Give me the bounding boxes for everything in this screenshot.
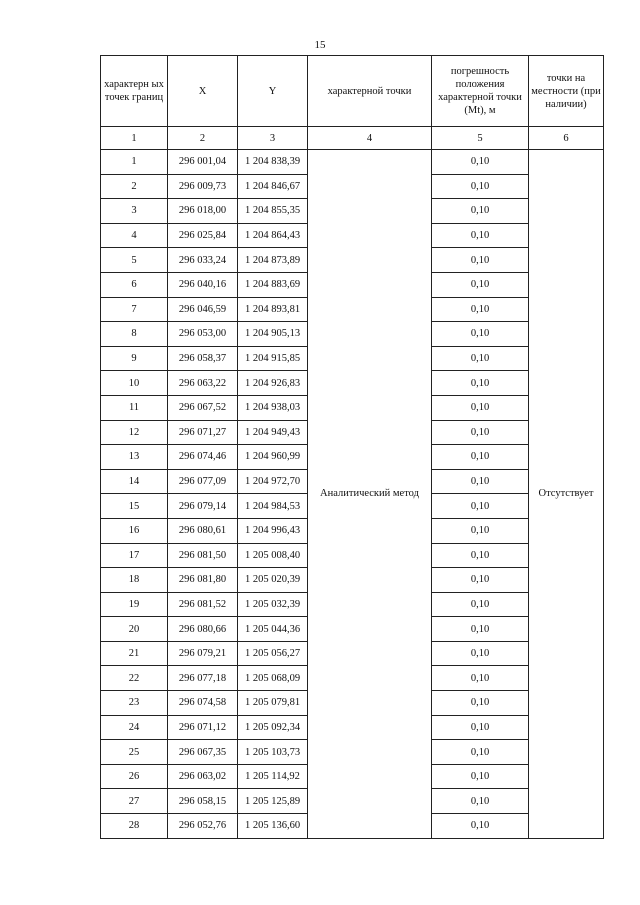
accuracy-cell: 0,10: [432, 814, 529, 839]
accuracy-cell: 0,10: [432, 371, 529, 396]
x-coordinate-cell: 296 040,16: [168, 272, 238, 297]
x-coordinate-cell: 296 080,66: [168, 617, 238, 642]
point-number-cell: 19: [101, 592, 168, 617]
x-coordinate-cell: 296 081,50: [168, 543, 238, 568]
y-coordinate-cell: 1 205 020,39: [238, 568, 308, 593]
header-x: X: [168, 56, 238, 127]
point-number-cell: 27: [101, 789, 168, 814]
x-coordinate-cell: 296 077,09: [168, 469, 238, 494]
y-coordinate-cell: 1 205 114,92: [238, 764, 308, 789]
point-number-cell: 22: [101, 666, 168, 691]
column-number: 1: [101, 127, 168, 150]
point-number-cell: 3: [101, 199, 168, 224]
x-coordinate-cell: 296 025,84: [168, 223, 238, 248]
point-number-cell: 16: [101, 518, 168, 543]
y-coordinate-cell: 1 205 044,36: [238, 617, 308, 642]
x-coordinate-cell: 296 033,24: [168, 248, 238, 273]
accuracy-cell: 0,10: [432, 641, 529, 666]
column-number: 3: [238, 127, 308, 150]
accuracy-cell: 0,10: [432, 789, 529, 814]
y-coordinate-cell: 1 204 996,43: [238, 518, 308, 543]
y-coordinate-cell: 1 204 905,13: [238, 322, 308, 347]
x-coordinate-cell: 296 079,14: [168, 494, 238, 519]
accuracy-cell: 0,10: [432, 691, 529, 716]
header-accuracy: погрешность положения характерной точки (Mt), м: [432, 56, 529, 127]
y-coordinate-cell: 1 205 068,09: [238, 666, 308, 691]
accuracy-cell: 0,10: [432, 445, 529, 470]
accuracy-cell: 0,10: [432, 592, 529, 617]
accuracy-cell: 0,10: [432, 346, 529, 371]
accuracy-cell: 0,10: [432, 248, 529, 273]
y-coordinate-cell: 1 205 125,89: [238, 789, 308, 814]
accuracy-cell: 0,10: [432, 666, 529, 691]
y-coordinate-cell: 1 205 056,27: [238, 641, 308, 666]
point-number-cell: 6: [101, 272, 168, 297]
x-coordinate-cell: 296 058,37: [168, 346, 238, 371]
y-coordinate-cell: 1 204 972,70: [238, 469, 308, 494]
header-y: Y: [238, 56, 308, 127]
method-cell: Аналитический метод: [308, 150, 432, 839]
column-number: 2: [168, 127, 238, 150]
x-coordinate-cell: 296 046,59: [168, 297, 238, 322]
point-number-cell: 8: [101, 322, 168, 347]
point-number-cell: 12: [101, 420, 168, 445]
x-coordinate-cell: 296 052,76: [168, 814, 238, 839]
x-coordinate-cell: 296 074,46: [168, 445, 238, 470]
column-number-row: [101, 127, 604, 150]
x-coordinate-cell: 296 001,04: [168, 150, 238, 175]
point-number-cell: 11: [101, 395, 168, 420]
header-point-id: характерн ых точек границ: [101, 56, 168, 127]
accuracy-cell: 0,10: [432, 518, 529, 543]
point-number-cell: 28: [101, 814, 168, 839]
y-coordinate-cell: 1 204 893,81: [238, 297, 308, 322]
y-coordinate-cell: 1 204 938,03: [238, 395, 308, 420]
point-number-cell: 20: [101, 617, 168, 642]
y-coordinate-cell: 1 205 008,40: [238, 543, 308, 568]
x-coordinate-cell: 296 067,35: [168, 740, 238, 765]
point-number-cell: 1: [101, 150, 168, 175]
y-coordinate-cell: 1 204 926,83: [238, 371, 308, 396]
point-number-cell: 13: [101, 445, 168, 470]
y-coordinate-cell: 1 205 103,73: [238, 740, 308, 765]
point-number-cell: 4: [101, 223, 168, 248]
point-number-cell: 18: [101, 568, 168, 593]
x-coordinate-cell: 296 081,52: [168, 592, 238, 617]
x-coordinate-cell: 296 071,12: [168, 715, 238, 740]
point-number-cell: 23: [101, 691, 168, 716]
y-coordinate-cell: 1 204 873,89: [238, 248, 308, 273]
y-coordinate-cell: 1 205 079,81: [238, 691, 308, 716]
x-coordinate-cell: 296 018,00: [168, 199, 238, 224]
point-number-cell: 7: [101, 297, 168, 322]
point-number-cell: 24: [101, 715, 168, 740]
x-coordinate-cell: 296 074,58: [168, 691, 238, 716]
y-coordinate-cell: 1 204 960,99: [238, 445, 308, 470]
point-number-cell: 14: [101, 469, 168, 494]
y-coordinate-cell: 1 204 838,39: [238, 150, 308, 175]
point-number-cell: 5: [101, 248, 168, 273]
column-number: 5: [432, 127, 529, 150]
accuracy-cell: 0,10: [432, 494, 529, 519]
y-coordinate-cell: 1 205 092,34: [238, 715, 308, 740]
point-number-cell: 15: [101, 494, 168, 519]
point-number-cell: 21: [101, 641, 168, 666]
accuracy-cell: 0,10: [432, 469, 529, 494]
table-row: [101, 150, 604, 175]
x-coordinate-cell: 296 067,52: [168, 395, 238, 420]
accuracy-cell: 0,10: [432, 395, 529, 420]
x-coordinate-cell: 296 081,80: [168, 568, 238, 593]
accuracy-cell: 0,10: [432, 764, 529, 789]
x-coordinate-cell: 296 077,18: [168, 666, 238, 691]
point-number-cell: 17: [101, 543, 168, 568]
y-coordinate-cell: 1 204 949,43: [238, 420, 308, 445]
accuracy-cell: 0,10: [432, 322, 529, 347]
column-number: 6: [529, 127, 604, 150]
x-coordinate-cell: 296 009,73: [168, 174, 238, 199]
x-coordinate-cell: 296 079,21: [168, 641, 238, 666]
y-coordinate-cell: 1 204 864,43: [238, 223, 308, 248]
header-row: [101, 56, 604, 127]
y-coordinate-cell: 1 204 846,67: [238, 174, 308, 199]
y-coordinate-cell: 1 205 032,39: [238, 592, 308, 617]
x-coordinate-cell: 296 058,15: [168, 789, 238, 814]
x-coordinate-cell: 296 080,61: [168, 518, 238, 543]
point-number-cell: 9: [101, 346, 168, 371]
point-number-cell: 26: [101, 764, 168, 789]
y-coordinate-cell: 1 205 136,60: [238, 814, 308, 839]
accuracy-cell: 0,10: [432, 199, 529, 224]
accuracy-cell: 0,10: [432, 568, 529, 593]
point-number-cell: 25: [101, 740, 168, 765]
accuracy-cell: 0,10: [432, 617, 529, 642]
accuracy-cell: 0,10: [432, 715, 529, 740]
description-cell: Отсутствует: [529, 150, 604, 839]
page-number: 15: [314, 39, 326, 51]
point-number-cell: 10: [101, 371, 168, 396]
header-description: точки на местности (при наличии): [529, 56, 604, 127]
accuracy-cell: 0,10: [432, 543, 529, 568]
x-coordinate-cell: 296 053,00: [168, 322, 238, 347]
x-coordinate-cell: 296 071,27: [168, 420, 238, 445]
table-body: [101, 150, 604, 839]
x-coordinate-cell: 296 063,02: [168, 764, 238, 789]
y-coordinate-cell: 1 204 984,53: [238, 494, 308, 519]
accuracy-cell: 0,10: [432, 223, 529, 248]
accuracy-cell: 0,10: [432, 740, 529, 765]
accuracy-cell: 0,10: [432, 420, 529, 445]
accuracy-cell: 0,10: [432, 150, 529, 175]
y-coordinate-cell: 1 204 915,85: [238, 346, 308, 371]
boundary-points-table: [100, 55, 604, 839]
header-method: характерной точки: [308, 56, 432, 127]
accuracy-cell: 0,10: [432, 297, 529, 322]
y-coordinate-cell: 1 204 855,35: [238, 199, 308, 224]
accuracy-cell: 0,10: [432, 272, 529, 297]
y-coordinate-cell: 1 204 883,69: [238, 272, 308, 297]
column-number: 4: [308, 127, 432, 150]
point-number-cell: 2: [101, 174, 168, 199]
x-coordinate-cell: 296 063,22: [168, 371, 238, 396]
accuracy-cell: 0,10: [432, 174, 529, 199]
